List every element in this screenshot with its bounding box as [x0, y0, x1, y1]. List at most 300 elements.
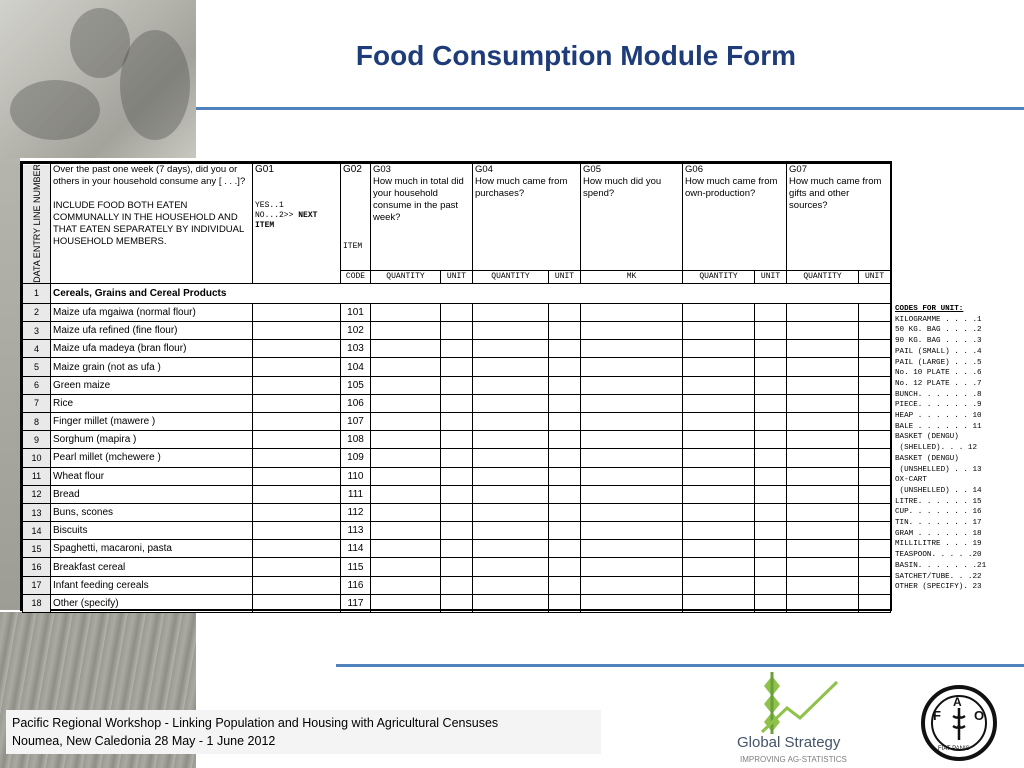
item-code: 105 [341, 376, 371, 394]
g06-quantity-cell[interactable] [683, 358, 755, 376]
g04-quantity-cell[interactable] [473, 594, 549, 612]
g04-quantity-cell[interactable] [473, 303, 549, 321]
g03-text: How much in total did your household consume in the past week? [373, 176, 464, 223]
unit-code-line: 90 KG. BAG . . . .3 [895, 337, 982, 346]
g03-quantity-cell[interactable] [371, 412, 441, 430]
g04-quantity-cell[interactable] [473, 431, 549, 449]
g01-id: G01 [255, 164, 274, 175]
g03-quantity-cell[interactable] [371, 485, 441, 503]
g06-unit-cell[interactable] [755, 467, 787, 485]
table-row [23, 358, 891, 376]
g04-unit-cell[interactable] [549, 576, 581, 594]
g01-answer-cell[interactable] [253, 376, 341, 394]
g07-quantity-label: QUANTITY [787, 270, 859, 283]
g07-unit-cell[interactable] [859, 522, 891, 540]
item-code: 104 [341, 358, 371, 376]
header-photo-vendor [0, 0, 196, 158]
g01-answer-cell[interactable] [253, 412, 341, 430]
g03-unit-cell[interactable] [441, 376, 473, 394]
g01-answer-cell[interactable] [253, 467, 341, 485]
g03-header [371, 164, 473, 271]
unit-code-line: PAIL (LARGE) . . .5 [895, 358, 982, 367]
g01-answer-cell[interactable] [253, 522, 341, 540]
unit-code-line: TIN. . . . . . . 17 [895, 519, 982, 528]
g03-unit-cell[interactable] [441, 358, 473, 376]
g07-quantity-cell[interactable] [787, 394, 859, 412]
item-code: 103 [341, 340, 371, 358]
unit-code-line: BALE . . . . . . 11 [895, 422, 982, 431]
g05-spend-cell[interactable] [581, 503, 683, 521]
g02-item-label: ITEM [343, 241, 363, 251]
g06-unit-cell[interactable] [755, 594, 787, 612]
footer-rule [336, 664, 1024, 667]
unit-code-line: PIECE. . . . . . .9 [895, 401, 982, 410]
g07-quantity-cell[interactable] [787, 576, 859, 594]
g06-id: G06 [685, 164, 703, 175]
table-row [23, 594, 891, 612]
g07-unit-cell[interactable] [859, 303, 891, 321]
item-code: 111 [341, 485, 371, 503]
g04-quantity-cell[interactable] [473, 449, 549, 467]
g04-quantity-cell[interactable] [473, 576, 549, 594]
g04-text: How much came from purchases? [475, 176, 568, 199]
unit-code-line: No. 12 PLATE . . .7 [895, 379, 982, 388]
g07-unit-cell[interactable] [859, 467, 891, 485]
g04-id: G04 [475, 164, 493, 175]
g04-quantity-cell[interactable] [473, 485, 549, 503]
g07-unit-cell[interactable] [859, 576, 891, 594]
item-code: 114 [341, 540, 371, 558]
g06-unit-cell[interactable] [755, 376, 787, 394]
table-row [23, 322, 891, 340]
line-number: 7 [23, 394, 51, 412]
item-code: 109 [341, 449, 371, 467]
g01-answer-cell[interactable] [253, 485, 341, 503]
g06-unit-cell[interactable] [755, 431, 787, 449]
g06-unit-cell[interactable] [755, 322, 787, 340]
g03-unit-label: UNIT [441, 270, 473, 283]
g03-unit-cell[interactable] [441, 594, 473, 612]
g07-unit-cell[interactable] [859, 503, 891, 521]
g05-text: How much did you spend? [583, 176, 662, 199]
g06-quantity-cell[interactable] [683, 449, 755, 467]
food-item-label: Bread [51, 485, 253, 503]
table-row [23, 394, 891, 412]
g07-quantity-cell[interactable] [787, 431, 859, 449]
food-item-label: Wheat flour [51, 467, 253, 485]
g03-unit-cell[interactable] [441, 303, 473, 321]
category-label: Cereals, Grains and Cereal Products [51, 283, 891, 303]
global-strategy-logo [732, 668, 872, 768]
g01-answer-cell[interactable] [253, 503, 341, 521]
g04-unit-cell[interactable] [549, 485, 581, 503]
g03-quantity-cell[interactable] [371, 394, 441, 412]
g05-spend-cell[interactable] [581, 594, 683, 612]
g06-quantity-cell[interactable] [683, 540, 755, 558]
g06-unit-cell[interactable] [755, 358, 787, 376]
g01-answer-cell[interactable] [253, 594, 341, 612]
food-item-label: Buns, scones [51, 503, 253, 521]
table-row [23, 449, 891, 467]
line-number: 15 [23, 540, 51, 558]
g05-spend-cell[interactable] [581, 412, 683, 430]
table-row [23, 503, 891, 521]
g07-quantity-cell[interactable] [787, 467, 859, 485]
g04-unit-cell[interactable] [549, 358, 581, 376]
g06-quantity-cell[interactable] [683, 376, 755, 394]
food-item-label: Maize ufa madeya (bran flour) [51, 340, 253, 358]
item-code: 113 [341, 522, 371, 540]
line-number: 18 [23, 594, 51, 612]
g06-unit-cell[interactable] [755, 394, 787, 412]
unit-code-line: LITRE. . . . . . 15 [895, 497, 982, 506]
g03-quantity-cell[interactable] [371, 449, 441, 467]
g07-unit-label: UNIT [859, 270, 891, 283]
g05-spend-cell[interactable] [581, 394, 683, 412]
g05-spend-cell[interactable] [581, 322, 683, 340]
g01-answer-cell[interactable] [253, 340, 341, 358]
global-strategy-tagline: IMPROVING AG-STATISTICS [740, 755, 847, 764]
g07-unit-cell[interactable] [859, 376, 891, 394]
g07-unit-cell[interactable] [859, 558, 891, 576]
g04-unit-cell[interactable] [549, 449, 581, 467]
footer-location-line: Noumea, New Caledonia 28 May - 1 June 2012 [12, 734, 276, 748]
g07-quantity-cell[interactable] [787, 376, 859, 394]
fao-logo [920, 684, 998, 762]
g04-unit-cell[interactable] [549, 558, 581, 576]
g04-quantity-cell[interactable] [473, 376, 549, 394]
g07-quantity-cell[interactable] [787, 412, 859, 430]
unit-code-line: (UNSHELLED) . . 14 [895, 486, 982, 495]
g03-unit-cell[interactable] [441, 485, 473, 503]
g03-unit-cell[interactable] [441, 558, 473, 576]
line-number: 6 [23, 376, 51, 394]
g06-unit-cell[interactable] [755, 412, 787, 430]
g01-no: NO...2>> [255, 211, 299, 220]
g05-spend-cell[interactable] [581, 576, 683, 594]
g03-unit-cell[interactable] [441, 540, 473, 558]
g04-quantity-cell[interactable] [473, 558, 549, 576]
table-row [23, 540, 891, 558]
food-item-label: Breakfast cereal [51, 558, 253, 576]
unit-code-line: TEASPOON. . . . .20 [895, 551, 982, 560]
g04-header [473, 164, 581, 271]
global-strategy-name: Global Strategy [737, 734, 841, 751]
g03-unit-cell[interactable] [441, 467, 473, 485]
g05-spend-cell[interactable] [581, 540, 683, 558]
g01-answer-cell[interactable] [253, 431, 341, 449]
g03-quantity-cell[interactable] [371, 303, 441, 321]
line-number: 5 [23, 358, 51, 376]
table-row [23, 412, 891, 430]
category-row [23, 283, 891, 303]
g07-quantity-cell[interactable] [787, 449, 859, 467]
g04-unit-cell[interactable] [549, 412, 581, 430]
line-number: 16 [23, 558, 51, 576]
g06-unit-cell[interactable] [755, 449, 787, 467]
item-code: 112 [341, 503, 371, 521]
g07-text: How much came from gifts and other sources? [789, 176, 882, 211]
g01-answer-cell[interactable] [253, 576, 341, 594]
fao-motto: FIAT PANIS [938, 746, 970, 752]
g07-quantity-cell[interactable] [787, 503, 859, 521]
g04-unit-cell[interactable] [549, 540, 581, 558]
question-cell [51, 164, 253, 284]
g04-unit-label: UNIT [549, 270, 581, 283]
header-row [23, 164, 891, 271]
g04-quantity-cell[interactable] [473, 540, 549, 558]
g04-unit-cell[interactable] [549, 322, 581, 340]
g03-quantity-cell[interactable] [371, 522, 441, 540]
item-code: 102 [341, 322, 371, 340]
g05-spend-cell[interactable] [581, 558, 683, 576]
g07-quantity-cell[interactable] [787, 594, 859, 612]
food-item-label: Maize ufa mgaiwa (normal flour) [51, 303, 253, 321]
g03-unit-cell[interactable] [441, 431, 473, 449]
table-row [23, 467, 891, 485]
g03-quantity-cell[interactable] [371, 322, 441, 340]
g03-quantity-cell[interactable] [371, 431, 441, 449]
table-row [23, 576, 891, 594]
g05-header [581, 164, 683, 271]
g03-quantity-cell[interactable] [371, 467, 441, 485]
g05-spend-cell[interactable] [581, 340, 683, 358]
line-number: 3 [23, 322, 51, 340]
g05-spend-cell[interactable] [581, 358, 683, 376]
g06-quantity-cell[interactable] [683, 558, 755, 576]
g03-unit-cell[interactable] [441, 412, 473, 430]
unit-code-line: OX-CART [895, 476, 927, 485]
g07-unit-cell[interactable] [859, 449, 891, 467]
g06-unit-cell[interactable] [755, 576, 787, 594]
g02-id: G02 [343, 164, 362, 175]
unit-code-line: BASKET (DENGU) [895, 454, 959, 463]
food-item-label: Pearl millet (mchewere ) [51, 449, 253, 467]
g06-unit-cell[interactable] [755, 540, 787, 558]
g07-quantity-cell[interactable] [787, 540, 859, 558]
g03-quantity-cell[interactable] [371, 558, 441, 576]
g07-unit-cell[interactable] [859, 340, 891, 358]
g05-spend-cell[interactable] [581, 522, 683, 540]
g06-unit-label: UNIT [755, 270, 787, 283]
food-item-label: Maize ufa refined (fine flour) [51, 322, 253, 340]
g06-unit-cell[interactable] [755, 522, 787, 540]
g01-options [255, 201, 338, 231]
fao-letter-o: O [974, 708, 985, 723]
g07-quantity-cell[interactable] [787, 358, 859, 376]
g07-unit-cell[interactable] [859, 431, 891, 449]
g01-header [253, 164, 341, 284]
g07-unit-cell[interactable] [859, 394, 891, 412]
g07-unit-cell[interactable] [859, 594, 891, 612]
g03-quantity-cell[interactable] [371, 376, 441, 394]
g06-quantity-cell[interactable] [683, 522, 755, 540]
g03-quantity-cell[interactable] [371, 340, 441, 358]
g06-unit-cell[interactable] [755, 503, 787, 521]
g07-unit-cell[interactable] [859, 485, 891, 503]
g06-quantity-cell[interactable] [683, 594, 755, 612]
line-number: 14 [23, 522, 51, 540]
unit-code-line: PAIL (SMALL) . . .4 [895, 347, 982, 356]
g06-quantity-cell[interactable] [683, 431, 755, 449]
g06-quantity-cell[interactable] [683, 485, 755, 503]
title-rule [196, 107, 1024, 110]
g03-unit-cell[interactable] [441, 322, 473, 340]
g06-unit-cell[interactable] [755, 485, 787, 503]
g04-quantity-cell[interactable] [473, 412, 549, 430]
g04-unit-cell[interactable] [549, 303, 581, 321]
g03-unit-cell[interactable] [441, 340, 473, 358]
g03-unit-cell[interactable] [441, 449, 473, 467]
g07-quantity-cell[interactable] [787, 340, 859, 358]
g03-quantity-cell[interactable] [371, 594, 441, 612]
slide-title: Food Consumption Module Form [355, 40, 797, 71]
unit-code-line: (SHELLED). . . 12 [895, 444, 978, 453]
g06-quantity-cell[interactable] [683, 394, 755, 412]
g05-spend-cell[interactable] [581, 449, 683, 467]
g01-yes: YES..1 [255, 201, 284, 210]
consumption-form-table [20, 161, 892, 611]
food-item-label: Green maize [51, 376, 253, 394]
food-item-label: Rice [51, 394, 253, 412]
line-number: 17 [23, 576, 51, 594]
g07-header [787, 164, 891, 271]
g01-answer-cell[interactable] [253, 303, 341, 321]
food-item-label: Sorghum (mapira ) [51, 431, 253, 449]
g07-quantity-cell[interactable] [787, 303, 859, 321]
g05-spend-cell[interactable] [581, 467, 683, 485]
g07-quantity-cell[interactable] [787, 322, 859, 340]
data-entry-line-label: DATA ENTRY LINE NUMBER [23, 164, 51, 284]
line-number: 2 [23, 303, 51, 321]
g04-quantity-cell[interactable] [473, 340, 549, 358]
g01-answer-cell[interactable] [253, 558, 341, 576]
g06-quantity-cell[interactable] [683, 467, 755, 485]
g03-unit-cell[interactable] [441, 522, 473, 540]
g03-quantity-cell[interactable] [371, 540, 441, 558]
g03-unit-cell[interactable] [441, 576, 473, 594]
g01-answer-cell[interactable] [253, 394, 341, 412]
unit-code-line: SATCHET/TUBE. . .22 [895, 572, 982, 581]
g06-header [683, 164, 787, 271]
g06-unit-cell[interactable] [755, 340, 787, 358]
g01-answer-cell[interactable] [253, 540, 341, 558]
item-code: 110 [341, 467, 371, 485]
g03-quantity-label: QUANTITY [371, 270, 441, 283]
unit-code-line: KILOGRAMME . . . .1 [895, 315, 982, 324]
unit-code-line: CUP. . . . . . . 16 [895, 508, 982, 517]
g04-unit-cell[interactable] [549, 594, 581, 612]
g04-quantity-cell[interactable] [473, 522, 549, 540]
g05-id: G05 [583, 164, 601, 175]
g01-answer-cell[interactable] [253, 322, 341, 340]
g04-unit-cell[interactable] [549, 467, 581, 485]
g07-quantity-cell[interactable] [787, 522, 859, 540]
g01-answer-cell[interactable] [253, 358, 341, 376]
g04-unit-cell[interactable] [549, 503, 581, 521]
g06-quantity-cell[interactable] [683, 322, 755, 340]
line-number: 8 [23, 412, 51, 430]
item-code: 115 [341, 558, 371, 576]
g05-spend-cell[interactable] [581, 376, 683, 394]
food-item-label: Other (specify) [51, 594, 253, 612]
item-code: 117 [341, 594, 371, 612]
g04-quantity-cell[interactable] [473, 358, 549, 376]
g07-unit-cell[interactable] [859, 540, 891, 558]
unit-codes-legend [895, 304, 1013, 593]
table-row [23, 376, 891, 394]
g06-quantity-cell[interactable] [683, 503, 755, 521]
unit-codes-heading: CODES FOR UNIT: [895, 305, 964, 313]
g04-unit-cell[interactable] [549, 394, 581, 412]
unit-code-line: BUNCH. . . . . . .8 [895, 390, 982, 399]
item-code: 108 [341, 431, 371, 449]
unit-code-line: GRAM . . . . . . 18 [895, 529, 982, 538]
g04-quantity-cell[interactable] [473, 467, 549, 485]
unit-code-line: BASIN. . . . . . .21 [895, 561, 987, 570]
g07-unit-cell[interactable] [859, 358, 891, 376]
category-line-number: 1 [23, 283, 51, 303]
item-code: 106 [341, 394, 371, 412]
g04-unit-cell[interactable] [549, 431, 581, 449]
table-row [23, 431, 891, 449]
table-row [23, 522, 891, 540]
left-photo-strip [0, 158, 20, 610]
food-item-label: Finger millet (mawere ) [51, 412, 253, 430]
g03-quantity-cell[interactable] [371, 503, 441, 521]
g01-answer-cell[interactable] [253, 449, 341, 467]
g05-spend-cell[interactable] [581, 485, 683, 503]
g05-mk-label: MK [581, 270, 683, 283]
table-row [23, 340, 891, 358]
food-item-label: Biscuits [51, 522, 253, 540]
g07-unit-cell[interactable] [859, 412, 891, 430]
g04-quantity-cell[interactable] [473, 503, 549, 521]
table-row [23, 485, 891, 503]
unit-code-line: 50 KG. BAG . . . .2 [895, 326, 982, 335]
g06-quantity-cell[interactable] [683, 303, 755, 321]
g04-unit-cell[interactable] [549, 522, 581, 540]
g03-quantity-cell[interactable] [371, 358, 441, 376]
g02-code-label: CODE [341, 270, 371, 283]
g07-unit-cell[interactable] [859, 322, 891, 340]
g06-quantity-cell[interactable] [683, 340, 755, 358]
g03-id: G03 [373, 164, 391, 175]
g06-quantity-cell[interactable] [683, 412, 755, 430]
g06-quantity-cell[interactable] [683, 576, 755, 594]
g05-spend-cell[interactable] [581, 431, 683, 449]
food-item-label: Infant feeding cereals [51, 576, 253, 594]
g06-unit-cell[interactable] [755, 303, 787, 321]
unit-code-line: (UNSHELLED) . . 13 [895, 465, 982, 474]
line-number: 10 [23, 449, 51, 467]
g04-unit-cell[interactable] [549, 376, 581, 394]
g04-unit-cell[interactable] [549, 340, 581, 358]
footer-workshop-line: Pacific Regional Workshop - Linking Population and Housing with Agricultural Censuses [12, 716, 499, 730]
g06-text: How much came from own-production? [685, 176, 778, 199]
g07-quantity-cell[interactable] [787, 485, 859, 503]
g05-spend-cell[interactable] [581, 303, 683, 321]
g04-quantity-cell[interactable] [473, 394, 549, 412]
fao-letter-a: A [953, 695, 962, 709]
g06-unit-cell[interactable] [755, 558, 787, 576]
g07-quantity-cell[interactable] [787, 558, 859, 576]
g03-unit-cell[interactable] [441, 394, 473, 412]
g03-unit-cell[interactable] [441, 503, 473, 521]
question-text: Over the past one week (7 days), did you or others in your household consume any [ . . .]? [53, 164, 246, 187]
g03-quantity-cell[interactable] [371, 576, 441, 594]
g04-quantity-cell[interactable] [473, 322, 549, 340]
